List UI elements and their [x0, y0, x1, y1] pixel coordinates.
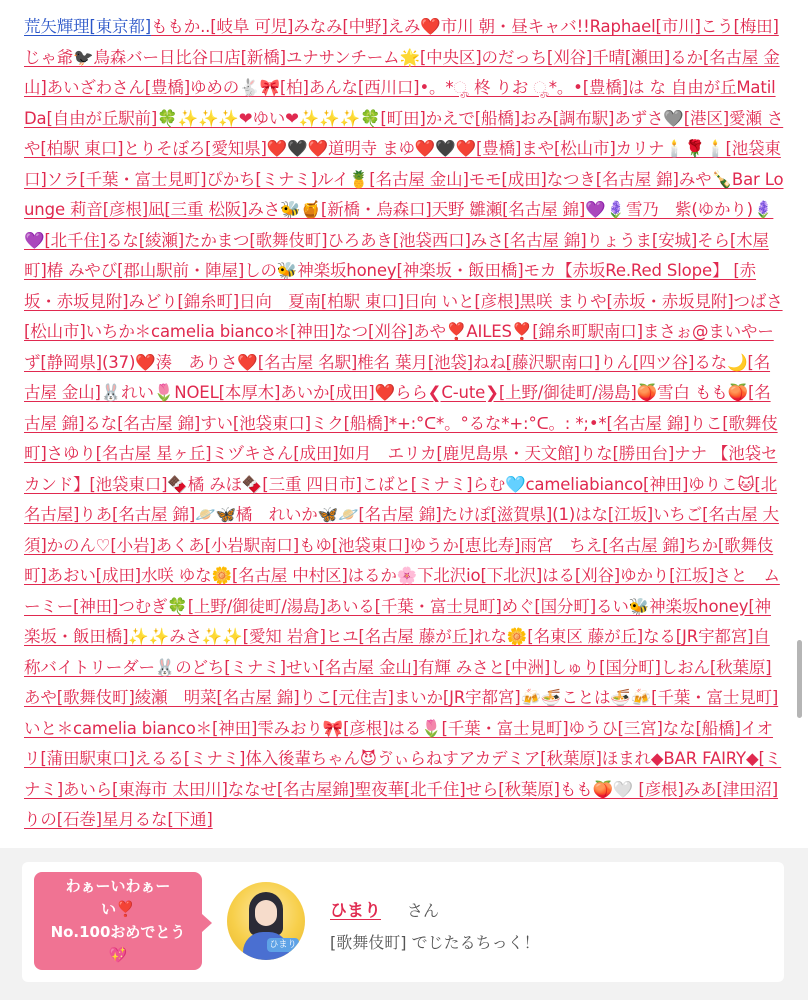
avatar[interactable]: [227, 882, 305, 960]
scrollbar-thumb[interactable]: [797, 640, 802, 718]
bubble-line-1: わぁーいわぁー: [65, 877, 171, 895]
supporter-names-list: [24, 12, 786, 836]
avatar-sign: ひまり: [267, 938, 299, 952]
user-message: [歌舞伎町] でじたるちっく！: [330, 933, 540, 952]
user-name-link[interactable]: ひまり: [330, 901, 381, 921]
bubble-line-4: 💖: [108, 946, 128, 964]
avatar-face: [255, 900, 277, 926]
congrats-bubble: [34, 872, 202, 970]
honorific: さん: [407, 901, 440, 920]
name-link[interactable]: 荒矢輝理: [24, 17, 90, 36]
location-link[interactable]: [東京都]: [89, 17, 152, 36]
milestone-card: [22, 862, 784, 982]
bubble-line-3: No.100おめでとう: [50, 923, 186, 941]
bubble-line-2: い❣️: [101, 900, 135, 918]
names-text: ももか..[岐阜 可児]みなみ[中野]えみ❤️市川 朝・昼キャバ!!Raphael[市川]こう[梅田]じゃ爺🐦‍⬛鳥森バー日比谷口店[新橋]ユナサンチーム🌟[中央区]のだっち[刈谷]千晴[瀬田]るか[名古屋 金山]あいざわさん[豊橋]ゆめの🐇🎀[柏]あんな[西川口]•。*ೄ 柊 りお ೄ*。•[豊橋]は な 自由が丘MatilDa[自由が丘駅前]🍀✨✨✨❤ゆい❤✨✨✨🍀[町田]かえで[船橋]おみ[調布駅]あずさ🩶[港区]愛瀬 さや[柏駅 東口]とりそぼろ[愛知県]❤️🖤❤️道明寺 まゆ❤️🖤❤️[豊橋]まや[松山市]カリナ🕯️🌹🕯️[池袋東口]ソラ[千葉・富士見町]ぴかち[ミナミ]ルイ🍍[名古屋 金山]モモ[成田]なつき[名古屋 錦]みや🍾Bar Lounge 莉音[彦根]凪[三重 松阪]みさ🐝🍯[新橋・烏森口]天野 雛瀬[名古屋 錦]💜🪻雪乃 紫(ゆかり)🪻💜[北千住]るな[綾瀬]たかまつ[歌舞伎町]ひろあき[池袋西口]みさ[名古屋 錦]りょうま[安城]そら[木屋町]椿 みやび[郡山駅前・陣屋]しの🐝神楽坂honey[神楽坂・飯田橋]モカ【赤坂Re.Red Slope】 [赤坂・赤坂見附]みどり[錦糸町]日向 夏南[柏駅 東口]日向 いと[彦根]黒咲 まりや[赤坂・赤坂見附]つばさ[松山市]いちか＊camelia bianco＊[神田]なつ[刈谷]あや❣️AILES❣️[錦糸町駅南口]まさぉ@まいやーず[静岡県](37)❤️湊 ありさ❤️[名古屋 名駅]椎名 葉月[池袋]ねね[藤沢駅南口]りん[四ツ谷]るな🌙[名古屋 金山]🐰れい🌷NOEL[本厚木]あいか[成田]❤️らら❮C-ute❯[上野/御徒町/湯島]🍑雪白 もも🍑[名古屋 錦]るな[名古屋 錦]すい[池袋東口]ミク[船橋]*+:°ᑕ*。°るな*+:°ᑕ。: *;•*[名古屋 錦]りこ[歌舞伎町]さゆり[名古屋 星ヶ丘]ミヅキさん[成田]如月 エリカ[鹿児島県・天文館]りな[勝田台]ナナ 【池袋セカンド】[池袋東口]🍫橘 みほ🍫[三重 四日市]こばと[ミナミ]らむ🩵cameliabianco[神田]ゆりこ🐱[北名古屋]りあ[名古屋 錦]🪐🦋橘 れいか🦋🪐[名古屋 錦]たけぽ[滋賀県](1)はな[江坂]いちご[名古屋 大須]かのん♡[小岩]あくあ[小岩駅南口]もゆ[池袋東口]ゆうか[恵比寿]雨宮 ちえ[名古屋 錦]ちか[歌舞伎町]あおい[成田]水咲 ゆな🌼[名古屋 中村区]はるか🌸下北沢io[下北沢]はる[刈谷]ゆかり[江坂]さと ムーミー[神田]つむぎ🍀[上野/御徒町/湯島]あいる[千葉・富士見町]めぐ[国分町]るい🐝神楽坂honey[神楽坂・飯田橋]✨✨みさ✨✨[愛知 岩倉]ヒユ[名古屋 藤が丘]れな🌼[名東区 藤が丘]なる[JR宇都宮]自称バイトリーダー🐰のどち[ミナミ]せい[名古屋 金山]有輝 みさと[中洲]しゅり[国分町]しおん[秋葉原]あや[歌舞伎町]綾瀬 明菜[名古屋 錦]りこ[元住吉]まいか[JR宇都宮]🍻🍜ことは🍜🍻[千葉・富士見町]いと＊camelia bianco＊[神田]雫みおり🎀[彦根]はる🌷[千葉・富士見町]ゆうひ[三宮]なな[船橋]イオリ[蒲田駅東口]えるる[ミナミ]体入後輩ちゃん😈ゔぃらねすアカデミア[秋葉原]ほまれ◆BAR FAIRY◆[ミナミ]あいら[東海市 太田川]ななせ[名古屋錦]聖夜華[北千住]せら[秋葉原]もも🍑🤍 [彦根]みあ[津田沼]りの[石巻]星月るな[下通]: [24, 17, 784, 829]
